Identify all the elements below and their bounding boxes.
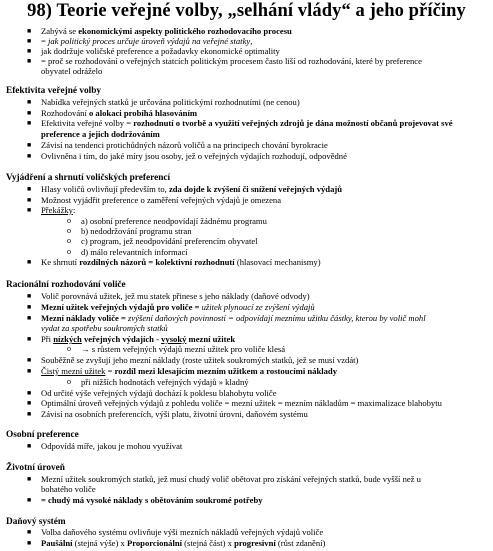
bullet-icon: ■: [27, 57, 32, 65]
text-run: → s růstem veřejných výdajů mezní užitek pro voliče klesá: [81, 344, 286, 354]
text-run: obyvatel odráželo: [41, 66, 103, 76]
list-item: [41, 291, 310, 301]
text-run: = chudý má vysoké náklady s obětováním soukromé potřeby: [41, 495, 263, 505]
list-item-continuation: [41, 484, 96, 494]
sub-list-item: [81, 216, 267, 226]
bullet-icon: ■: [27, 206, 32, 214]
text-run: =: [41, 36, 48, 46]
bullet-icon: ■: [27, 496, 32, 504]
text-run: rozhodnutí o tvorbě a využití veřejných zdrojů je dána možností občanů projevovat své: [133, 118, 453, 128]
bullet-icon: ■: [27, 27, 32, 35]
sub-bullet-icon: o: [67, 216, 71, 225]
text-run: progresivní: [234, 538, 276, 548]
text-run: Efektivita veřejné volby =: [41, 118, 134, 128]
list-item: [41, 398, 442, 408]
list-item: [41, 355, 358, 365]
section-heading-vyjadreni: Vyjádření a shrnutí voličských preferencí: [6, 173, 171, 183]
text-run: :: [72, 205, 76, 215]
text-run: Nabídka veřejných statků je určována politickými rozhodnutími (ne cenou): [41, 97, 300, 107]
bullet-icon: ■: [27, 335, 32, 343]
text-run: jak dodržuje voličské preference a požadavky ekonomické optimality: [41, 46, 280, 56]
list-item: [41, 108, 197, 118]
text-run: (hlasovací mechanismy): [234, 257, 321, 267]
bullet-icon: ■: [27, 528, 32, 536]
text-run: ekonomickými aspekty politického rozhodovacího procesu: [78, 26, 292, 36]
sub-bullet-icon: o: [67, 226, 71, 235]
list-item: [41, 97, 300, 107]
list-item: [41, 495, 263, 505]
text-run: Mezní náklady voliče =: [41, 313, 129, 323]
list-item: [41, 140, 328, 150]
bullet-icon: ■: [27, 109, 32, 117]
text-run: Zabývá se: [41, 26, 79, 36]
text-run: bohatého voliče: [41, 484, 96, 494]
sub-list-item: [81, 377, 249, 387]
text-run: (stejná část) x: [182, 538, 235, 548]
text-run: a) osobní preference neodpovídají žádnému programu: [81, 216, 267, 226]
bullet-icon: ■: [27, 47, 32, 55]
list-item: [41, 118, 453, 128]
text-run: Čistý mezní užitek: [41, 366, 106, 376]
bullet-icon: ■: [27, 356, 32, 364]
text-run: Překážky: [41, 205, 73, 215]
text-run: rozdíl mezi klesajícím mezním užitkem a rostoucími náklady: [114, 366, 337, 376]
list-item: [41, 366, 337, 376]
list-item: [41, 205, 75, 215]
bullet-icon: ■: [27, 141, 32, 149]
list-item: [41, 474, 421, 484]
sub-list-item: [81, 236, 258, 246]
section-heading-osobni: Osobní preference: [6, 430, 79, 440]
list-item: [41, 302, 315, 312]
text-run: = proč se rozhodování o veřejných statcích politickým procesem často liší od rozhodování, které by preference: [41, 56, 422, 66]
bullet-icon: ■: [27, 196, 32, 204]
text-run: Paušální: [41, 538, 73, 548]
text-run: Mezní užitek soukromých statků, jež musí chudý volič obětovat pro získání veřejných statků, bude vyšší než u: [41, 474, 421, 484]
bullet-icon: ■: [27, 258, 32, 266]
section-heading-efektivita: Efektivita veřejné volby: [6, 86, 102, 96]
text-run: vysoký: [161, 334, 187, 344]
text-run: o alokaci probíhá hlasováním: [88, 108, 197, 118]
text-run: d) málo relevantních informací: [81, 247, 188, 257]
text-run: zda dojde k zvýšení či snížení veřejných výdajů: [168, 184, 343, 194]
list-item-continuation: [41, 66, 102, 76]
text-run: mezní užitek: [186, 334, 236, 344]
text-run: Rozhodování: [41, 108, 89, 118]
list-item: [41, 409, 308, 419]
bullet-icon: ■: [27, 119, 32, 127]
list-item-continuation: [41, 129, 160, 139]
section-heading-zivotni: Životní úroveň: [6, 463, 65, 473]
text-run: Ke shrnutí: [41, 257, 80, 267]
list-item-continuation: [41, 323, 168, 333]
list-item: [41, 257, 321, 267]
bullet-icon: ■: [27, 37, 32, 45]
text-run: Mezní užitek veřejných výdajů pro voliče =: [41, 302, 202, 312]
section-heading-racionalni: Racionální rozhodování voliče: [6, 280, 126, 290]
bullet-icon: ■: [27, 475, 32, 483]
list-item: [41, 184, 342, 194]
bullet-icon: ■: [27, 410, 32, 418]
text-run: Možnost vyjádřit preference o zaměření veřejných výdajů je omezena: [41, 195, 282, 205]
text-run: Volba daňového systému ovlivňuje výši mezních nákladů veřejných výdajů voliče: [41, 527, 324, 537]
text-run: Souběžně se zvyšují jeho mezní náklady (roste užitek soukromých statků, jež se musí vzdát): [41, 355, 359, 365]
text-run: Ovlivněna i tím, do jaké míry jsou osoby, jež o veřejných výdajích rozhodují, odpovědné: [41, 151, 347, 161]
bullet-icon: ■: [27, 292, 32, 300]
bullet-icon: ■: [27, 185, 32, 193]
text-run: jak politický proces určuje úroveň výdajů na veřejné statky: [48, 36, 251, 46]
list-item: [41, 334, 235, 344]
list-item: [41, 313, 426, 323]
list-item: [41, 195, 281, 205]
text-run: rozdílných názorů = kolektivní rozhodnutí: [79, 257, 235, 267]
text-run: nízkých: [53, 334, 82, 344]
text-run: zvýšení daňových povinností = odpovídají meznímu užitku částky, kterou by volič mohl: [128, 313, 426, 323]
text-run: Od určité výše veřejných výdajů dochází k poklesu blahobytu voliče: [41, 388, 277, 398]
list-item: [41, 56, 422, 66]
text-run: veřejných výdajích -: [81, 334, 162, 344]
bullet-icon: ■: [27, 152, 32, 160]
bullet-icon: ■: [27, 98, 32, 106]
text-run: Volič porovnává užitek, jež mu statek přinese s jeho náklady (daňové odvody): [41, 291, 310, 301]
text-run: Proporcionální: [126, 538, 183, 548]
text-run: c) program, jež neodpovídání preferencím obyvatel: [81, 236, 258, 246]
list-item: [41, 36, 252, 46]
text-run: Při: [41, 334, 54, 344]
bullet-icon: ■: [27, 389, 32, 397]
bullet-icon: ■: [27, 539, 32, 547]
list-item: [41, 527, 323, 537]
bullet-icon: ■: [27, 367, 32, 375]
text-run: (růst zdanění): [275, 538, 326, 548]
list-item: [41, 26, 292, 36]
list-item: [41, 441, 182, 451]
text-run: Závisí na osobních preferencích, výši platu, životní úrovni, daňovém systému: [41, 409, 308, 419]
sub-list-item: [81, 226, 192, 236]
list-item: [41, 46, 280, 56]
list-item: [41, 538, 325, 548]
text-run: Optimální úroveň veřejných výdajů z pohledu voliče = mezní užitek = mezním nákladům = maximalizace blahobytu: [41, 398, 442, 408]
text-run: b) nedodržování programu stran: [81, 226, 192, 236]
bullet-icon: ■: [27, 399, 32, 407]
sub-bullet-icon: o: [67, 247, 71, 256]
sub-bullet-icon: o: [67, 377, 71, 386]
sub-list-item: [81, 247, 188, 257]
text-run: =: [105, 366, 115, 376]
text-run: Hlasy voličů ovlivňují především to,: [41, 184, 169, 194]
text-run: při nižších hodnotách veřejných výdajů » kladný: [81, 377, 249, 387]
text-run: užitek plynoucí ze zvýšení výdajů: [201, 302, 315, 312]
section-heading-danovy: Daňový systém: [6, 517, 66, 527]
bullet-icon: ■: [27, 442, 32, 450]
text-run: preference a jejich dodržováním: [41, 129, 160, 139]
page-title: 98) Teorie veřejné volby, „selhání vlády“ a jeho příčiny: [27, 1, 466, 21]
text-run: (stejná výše) x: [72, 538, 127, 548]
sub-bullet-icon: o: [67, 236, 71, 245]
list-item: [41, 151, 347, 161]
text-run: Odpovídá míře, jakou je mohou využívat: [41, 441, 183, 451]
list-item: [41, 388, 277, 398]
sub-bullet-icon: o: [67, 344, 71, 353]
bullet-icon: ■: [27, 303, 32, 311]
text-run: Závisí na tendenci protichůdných názorů voličů a na principech chování byrokracie: [41, 140, 328, 150]
sub-list-item: [81, 344, 285, 354]
bullet-icon: ■: [27, 314, 32, 322]
text-run: ,: [250, 36, 253, 46]
text-run: vydat za spotřebu soukromých statků: [41, 323, 168, 333]
